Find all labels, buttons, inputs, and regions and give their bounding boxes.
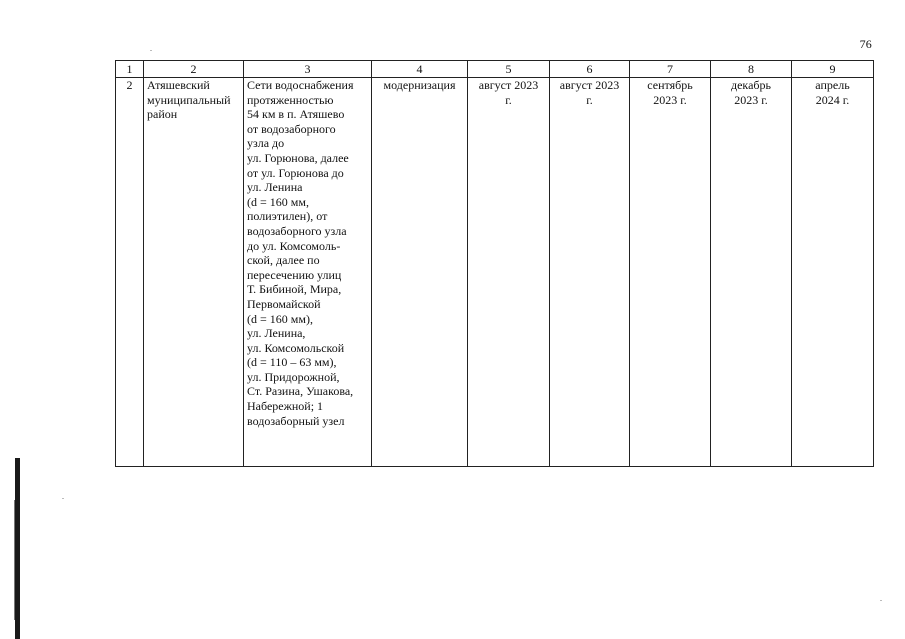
description-line: ул. Комсомольской — [247, 340, 345, 355]
description-line: от водозаборного — [247, 121, 336, 136]
description-line: (d = 160 мм), — [247, 311, 313, 326]
date-line: 2023 г. — [653, 92, 687, 107]
description-line: от ул. Горюнова до — [247, 165, 344, 180]
description-line: полиэтилен), от — [247, 209, 328, 224]
date-line: август 2023 — [478, 78, 539, 92]
description-line: Т. Бибиной, Мира, — [247, 282, 342, 297]
header-cell-1: 1 — [116, 61, 144, 78]
description-line: ул. Ленина — [247, 180, 303, 195]
header-cell-3: 3 — [244, 61, 372, 78]
row-number-cell: 2 — [116, 78, 144, 467]
date-line: 2023 г. — [734, 92, 768, 107]
header-cell-7: 7 — [630, 61, 711, 78]
date-line: г. — [586, 92, 593, 107]
description-line: ул. Горюнова, далее — [247, 150, 349, 165]
scan-edge-line — [14, 500, 15, 620]
date-line: апрель — [815, 78, 850, 92]
district-line: Атяшевский — [147, 78, 210, 92]
work-type-cell — [372, 78, 468, 467]
district-line: муниципальный — [147, 92, 231, 107]
scan-speck — [880, 600, 882, 601]
table-row — [116, 78, 874, 467]
date-line: 2024 г. — [815, 92, 850, 107]
date-line: декабрь — [731, 78, 771, 92]
description-line: Ст. Разина, Ушакова, — [247, 384, 354, 399]
description-line: ской, далее по — [247, 253, 320, 268]
date-line: сентябрь — [647, 78, 693, 92]
description-line: пересечению улиц — [247, 267, 342, 282]
district-cell — [144, 78, 244, 467]
header-cell-9: 9 — [792, 61, 874, 78]
description-line: водозаборный узел — [247, 413, 345, 428]
scan-edge-shadow — [15, 458, 20, 639]
scan-speck — [150, 50, 152, 51]
description-line: ул. Придорожной, — [247, 369, 340, 384]
work-type-line: модернизация — [383, 78, 456, 92]
description-line: (d = 110 – 63 мм), — [247, 355, 337, 370]
page-number: 76 — [859, 37, 872, 51]
description-line: 54 км в п. Атяшево — [247, 107, 345, 122]
header-cell-8: 8 — [711, 61, 792, 78]
date-cell-7 — [630, 78, 711, 467]
header-cell-2: 2 — [144, 61, 244, 78]
district-line: район — [147, 107, 178, 122]
date-cell-5 — [468, 78, 550, 467]
description-line: до ул. Комсомоль- — [247, 238, 341, 253]
description-line: протяженностью — [247, 92, 334, 107]
description-line: Первомайской — [247, 296, 321, 311]
header-cell-5: 5 — [468, 61, 550, 78]
scan-speck — [62, 498, 64, 499]
description-line: Сети водоснабжения — [247, 78, 354, 92]
date-line: г. — [505, 92, 512, 107]
description-cell — [244, 78, 372, 467]
date-cell-9 — [792, 78, 874, 467]
project-table — [115, 60, 874, 467]
date-cell-8 — [711, 78, 792, 467]
table-header-row — [116, 61, 874, 78]
description-line: ул. Ленина, — [247, 326, 306, 341]
description-line: водозаборного узла — [247, 223, 347, 238]
header-cell-6: 6 — [550, 61, 630, 78]
header-cell-4: 4 — [372, 61, 468, 78]
description-line: узла до — [247, 136, 285, 151]
description-line: (d = 160 мм, — [247, 194, 309, 209]
date-line: август 2023 — [559, 78, 620, 92]
date-cell-6 — [550, 78, 630, 467]
description-line: Набережной; 1 — [247, 399, 324, 414]
